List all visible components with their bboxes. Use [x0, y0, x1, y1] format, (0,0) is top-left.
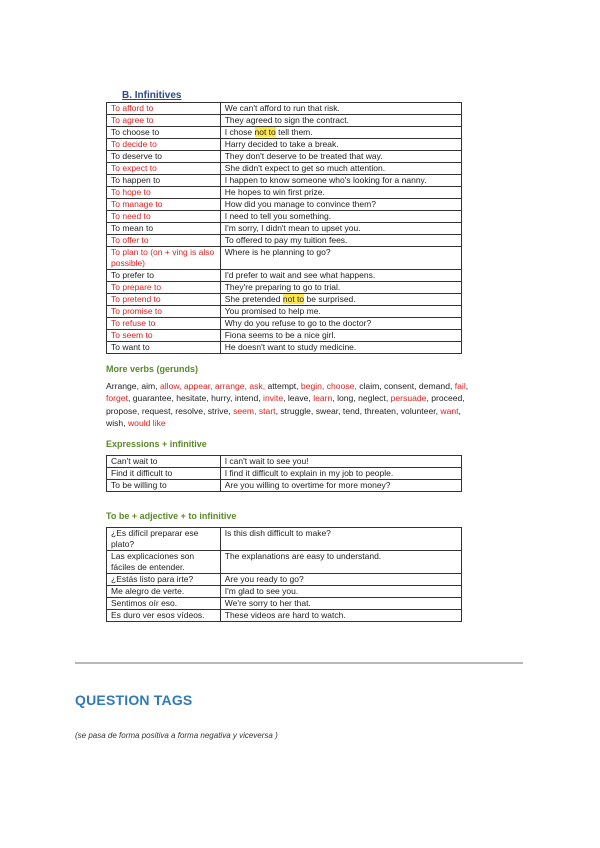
- verb-word-highlighted: fail: [454, 381, 466, 391]
- table-row: [107, 330, 462, 342]
- table-row: [107, 175, 462, 187]
- verb-cell: To prepare to: [107, 282, 221, 294]
- verb-word-highlighted: learn: [313, 393, 333, 404]
- more-verbs-heading: More verbs (gerunds): [106, 364, 199, 374]
- section-b-title: B. Infinitives: [122, 90, 182, 101]
- verb-cell: To need to: [107, 211, 221, 223]
- example-cell: They agreed to sign the contract.: [220, 115, 461, 127]
- example-cell: You promised to help me.: [220, 306, 461, 318]
- example-cell: I happen to know someone who's looking for a nanny.: [220, 175, 461, 187]
- verb-word: , wish,: [106, 405, 461, 428]
- example-cell: I need to tell you something.: [220, 211, 461, 223]
- example-cell: She didn't expect to get so much attention.: [220, 163, 461, 175]
- example-cell: To offered to pay my tuition fees.: [220, 235, 461, 247]
- table-row: [107, 235, 462, 247]
- verb-word: , leave,: [283, 393, 314, 404]
- more-verbs-list: [106, 380, 478, 429]
- table-row: [107, 318, 462, 330]
- expressions-table: [106, 455, 462, 492]
- expression-cell: Find it difficult to: [107, 468, 221, 480]
- verb-cell: To choose to: [107, 127, 221, 139]
- verb-word-highlighted: forget: [106, 393, 128, 404]
- example-cell: I'd prefer to wait and see what happens.: [220, 270, 461, 282]
- verb-word-highlighted: want: [440, 405, 459, 416]
- verb-cell: To afford to: [107, 103, 221, 115]
- table-row: [107, 139, 462, 151]
- table-row: [107, 342, 462, 354]
- spanish-cell: ¿Es difícil preparar ese plato?: [107, 528, 221, 551]
- question-tags-title: QUESTION TAGS: [75, 692, 193, 708]
- table-row: [107, 456, 462, 468]
- english-cell: We're sorry to her that.: [220, 598, 461, 610]
- english-cell: Is this dish difficult to make?: [220, 528, 461, 551]
- to-be-adjective-heading: To be + adjective + to infinitive: [106, 511, 237, 521]
- table-row: [107, 223, 462, 235]
- infinitives-table-wrapper: [106, 102, 462, 352]
- spanish-cell: Sentimos oír eso.: [107, 598, 221, 610]
- question-tags-note: (se pasa de forma positiva a forma negativa y viceversa ): [75, 731, 278, 740]
- verb-cell: To promise to: [107, 306, 221, 318]
- verb-cell: To decide to: [107, 139, 221, 151]
- verb-cell: To expect to: [107, 163, 221, 175]
- highlighted-text: not to: [282, 294, 305, 304]
- table-row: [107, 127, 462, 139]
- table-row: [107, 115, 462, 127]
- verb-cell: To mean to: [107, 223, 221, 235]
- example-cell: Fiona seems to be a nice girl.: [220, 330, 461, 342]
- example-cell: They're preparing to go to trial.: [220, 282, 461, 294]
- example-cell: [220, 294, 461, 306]
- expression-cell: Can't wait to: [107, 456, 221, 468]
- example-cell: Where is he planning to go?: [220, 247, 461, 270]
- infinitives-table: [106, 102, 462, 354]
- verb-word: attempt,: [265, 381, 301, 391]
- example-text: be surprised.: [304, 294, 356, 304]
- example-cell: Harry decided to take a break.: [220, 139, 461, 151]
- to-be-adjective-table-wrapper: [106, 527, 462, 623]
- table-row: [107, 294, 462, 306]
- verb-cell: To pretend to: [107, 294, 221, 306]
- highlighted-text: not to: [254, 127, 276, 137]
- table-row: [107, 306, 462, 318]
- table-row: [107, 247, 462, 270]
- spanish-cell: Las explicaciones son fáciles de entender.: [107, 551, 221, 574]
- expressions-heading: Expressions + infinitive: [106, 439, 207, 449]
- table-row: [107, 468, 462, 480]
- example-cell: Why do you refuse to go to the doctor?: [220, 318, 461, 330]
- expression-cell: To be willing to: [107, 480, 221, 492]
- table-row: [107, 211, 462, 223]
- verb-cell: To happen to: [107, 175, 221, 187]
- example-cell: [220, 127, 461, 139]
- verb-word: , guarantee, hesitate, hurry, intend,: [127, 393, 264, 404]
- table-row: [107, 103, 462, 115]
- table-row: [107, 586, 462, 598]
- verb-cell: To seem to: [107, 330, 221, 342]
- spanish-cell: Es duro ver esos vídeos.: [107, 610, 221, 622]
- verb-word-highlighted: persuade: [390, 393, 427, 404]
- to-be-adjective-table: [106, 527, 462, 622]
- table-row: [107, 199, 462, 211]
- example-text: tell them.: [275, 127, 313, 137]
- expressions-table-wrapper: [106, 455, 462, 490]
- verb-cell: To prefer to: [107, 270, 221, 282]
- table-row: [107, 528, 462, 551]
- example-cell: They don't deserve to be treated that way.: [220, 151, 461, 163]
- verb-word-highlighted: invite: [263, 393, 284, 404]
- verb-word-highlighted: begin, choose,: [300, 381, 357, 391]
- verb-word: , long, neglect,: [332, 393, 391, 404]
- verb-cell: To plan to (on + ving is also possible): [107, 247, 221, 270]
- example-cell: Are you willing to overtime for more money?: [220, 480, 461, 492]
- table-row: [107, 282, 462, 294]
- example-cell: He doesn't want to study medicine.: [220, 342, 461, 354]
- verb-cell: To hope to: [107, 187, 221, 199]
- table-row: [107, 480, 462, 492]
- english-cell: I'm glad to see you.: [220, 586, 461, 598]
- table-row: [107, 598, 462, 610]
- verb-word-highlighted: allow, appear, arrange, ask,: [159, 381, 266, 391]
- verb-word: , proceed, propose, request, resolve, strive,: [106, 393, 465, 416]
- verb-word: , struggle, swear, tend, threaten, volunteer,: [275, 405, 441, 416]
- table-row: [107, 187, 462, 199]
- verb-word-highlighted: seem, start: [233, 405, 276, 416]
- verb-cell: To want to: [107, 342, 221, 354]
- verb-word-highlighted: would like: [127, 417, 166, 428]
- english-cell: The explanations are easy to understand.: [220, 551, 461, 574]
- example-text: I chose: [224, 127, 255, 137]
- english-cell: Are you ready to go?: [220, 574, 461, 586]
- example-cell: I find it difficult to explain in my job to people.: [220, 468, 461, 480]
- spanish-cell: Me alegro de verte.: [107, 586, 221, 598]
- example-cell: He hopes to win first prize.: [220, 187, 461, 199]
- table-row: [107, 610, 462, 622]
- example-cell: I'm sorry, I didn't mean to upset you.: [220, 223, 461, 235]
- example-text: She pretended: [224, 294, 283, 304]
- example-cell: How did you manage to convince them?: [220, 199, 461, 211]
- table-row: [107, 551, 462, 574]
- spanish-cell: ¿Estás listo para irte?: [107, 574, 221, 586]
- verb-cell: To deserve to: [107, 151, 221, 163]
- verb-word: Arrange, aim,: [106, 381, 160, 391]
- verb-word: claim, consent, demand,: [356, 381, 455, 391]
- verb-word: ,: [465, 381, 469, 391]
- verb-cell: To refuse to: [107, 318, 221, 330]
- english-cell: These videos are hard to watch.: [220, 610, 461, 622]
- table-row: [107, 151, 462, 163]
- table-row: [107, 574, 462, 586]
- verb-cell: To manage to: [107, 199, 221, 211]
- verb-cell: To agree to: [107, 115, 221, 127]
- verb-cell: To offer to: [107, 235, 221, 247]
- example-cell: We can't afford to run that risk.: [220, 103, 461, 115]
- table-row: [107, 163, 462, 175]
- example-cell: I can't wait to see you!: [220, 456, 461, 468]
- section-divider: [75, 662, 523, 664]
- table-row: [107, 270, 462, 282]
